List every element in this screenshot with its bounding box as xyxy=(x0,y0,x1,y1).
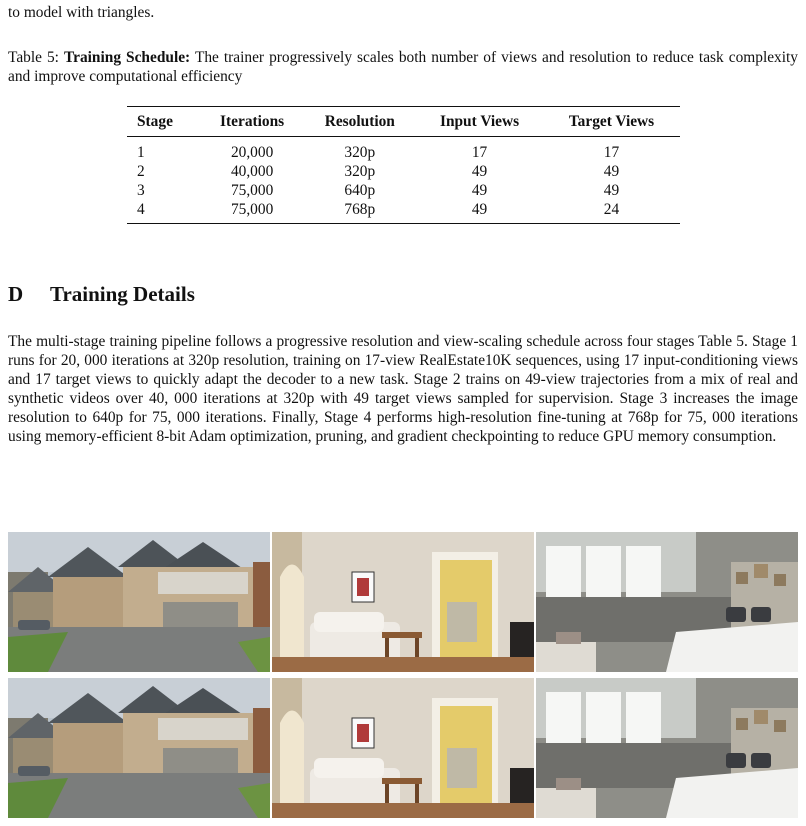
cell: 2 xyxy=(137,163,145,180)
cell: 3 xyxy=(137,182,145,199)
header-resolution: Resolution xyxy=(324,113,395,130)
table-row xyxy=(127,181,680,200)
cell: 320p xyxy=(344,144,376,161)
caption-prefix: Table 5: xyxy=(8,49,64,66)
table-caption xyxy=(8,48,798,86)
cell: 24 xyxy=(603,201,620,218)
intro-tail: to model with triangles. xyxy=(8,4,155,21)
table-row xyxy=(127,200,680,224)
cell: 49 xyxy=(603,182,620,199)
caption-bold: Training Schedule: xyxy=(64,49,191,66)
cell: 75,000 xyxy=(230,201,274,218)
house-exterior-image xyxy=(8,678,270,818)
cell: 768p xyxy=(344,201,376,218)
cell: 640p xyxy=(344,182,376,199)
header-target-views: Target Views xyxy=(568,113,655,130)
table-row xyxy=(127,137,680,163)
cell: 320p xyxy=(344,163,376,180)
cell: 49 xyxy=(471,163,488,180)
section-title: Training Details xyxy=(50,282,195,306)
cell: 1 xyxy=(137,144,145,161)
bedroom-image xyxy=(536,678,798,818)
house-exterior-image xyxy=(8,532,270,672)
section-heading xyxy=(8,282,195,307)
table-row xyxy=(127,162,680,181)
bedroom-image xyxy=(536,532,798,672)
living-room-image xyxy=(272,678,534,818)
table-header-row xyxy=(127,107,680,137)
header-stage: Stage xyxy=(137,113,173,130)
cell: 49 xyxy=(471,201,488,218)
living-room-image xyxy=(272,532,534,672)
cell: 40,000 xyxy=(230,163,274,180)
cell: 4 xyxy=(137,201,145,218)
header-input-views: Input Views xyxy=(439,113,520,130)
section-number: D xyxy=(8,282,24,306)
training-schedule-table xyxy=(127,106,680,224)
caption-text: The trainer progressively scales both number of views and resolution to reduce task complexity and improve computational efficiency xyxy=(8,49,798,85)
body-paragraph: The multi-stage training pipeline follows a progressive resolution and view-scaling schedule across four stages Table 5. Stage 1 runs for 20, 000 iterations at 320p resolution, training on 17-view RealEstate10K sequences, using 17 input-conditioning views and 17 target views to quickly adapt the decoder to a new task. Stage 2 trains on 49-view trajectories from a mix of real and synthetic videos over 40, 000 iterations at 320p with 49 target views sampled for supervision. Stage 3 increases the image resolution to 640p for 75, 000 iterations. Finally, Stage 4 performs high-resolution fine-tuning at 768p for 75, 000 iterations using memory-efficient 8-bit Adam optimization, pruning, and gradient checkpointing to reduce GPU memory consumption. xyxy=(8,333,798,445)
cell: 49 xyxy=(603,163,620,180)
cell: 49 xyxy=(471,182,488,199)
header-iterations: Iterations xyxy=(220,113,285,130)
cell: 75,000 xyxy=(230,182,274,199)
cell: 17 xyxy=(471,144,488,161)
cell: 17 xyxy=(603,144,620,161)
cell: 20,000 xyxy=(230,144,274,161)
figure-grid xyxy=(8,532,798,818)
